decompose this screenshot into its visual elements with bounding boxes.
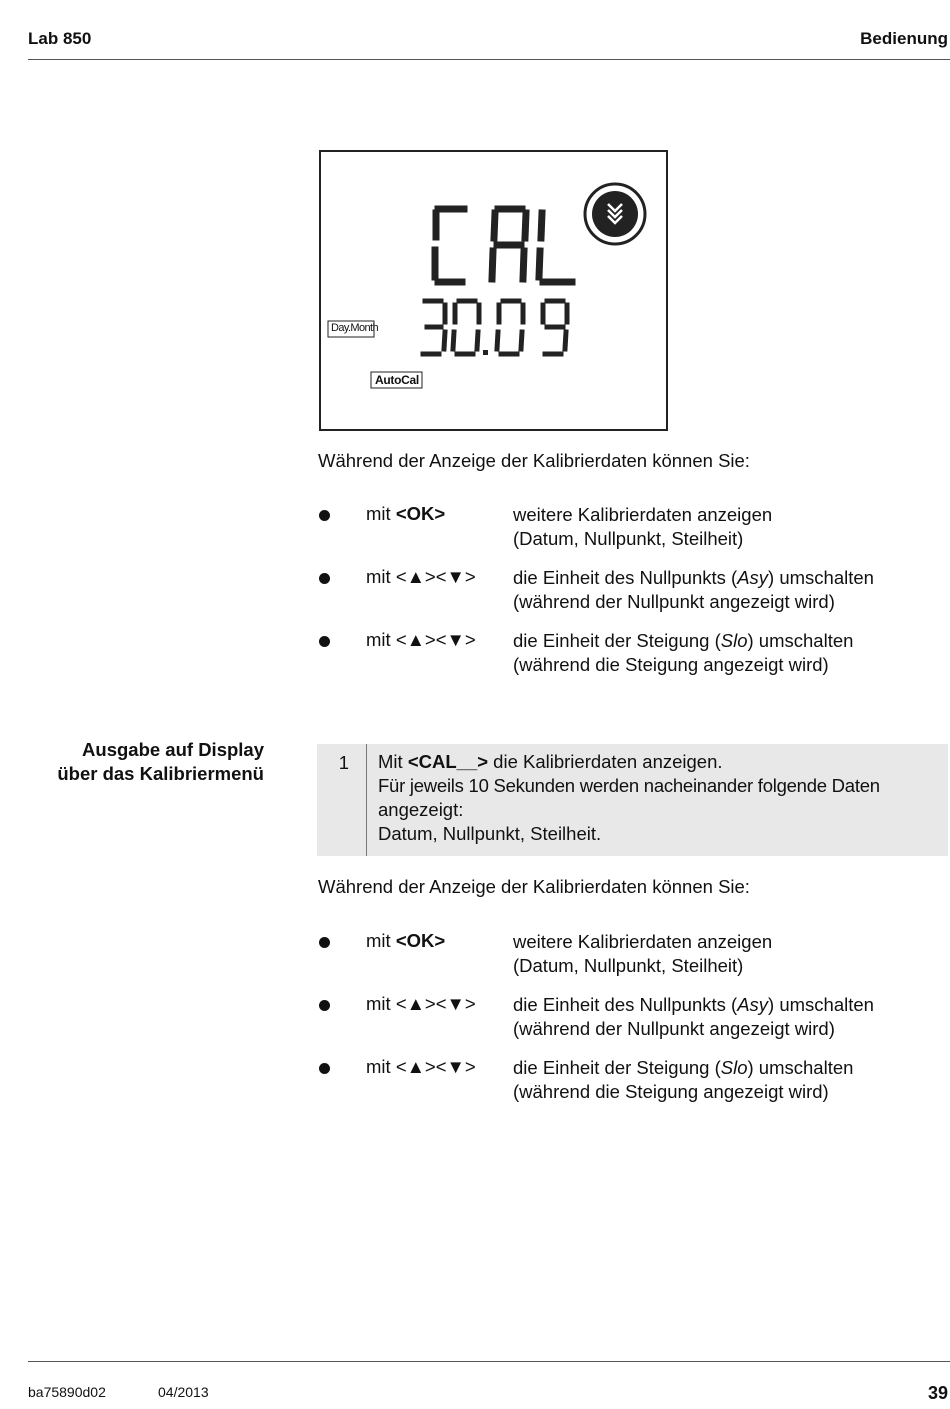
lcd-digit-9 [543,301,567,354]
list-item [318,503,948,553]
step-number: 1 [338,752,349,773]
key-label: mit <OK> [366,930,446,951]
bullet-icon [319,1000,330,1011]
section-title-line: über das Kalibriermenü [57,763,264,784]
key-label: mit <OK> [366,503,446,524]
lcd-char-a [492,209,526,279]
header-product-name: Lab 850 [28,29,92,48]
item-description: die Einheit der Steigung (Slo) umschalten (während die Steigung angezeigt wird) [513,1057,854,1102]
section-title [57,738,264,786]
instruction-step [317,744,948,856]
bullet-icon [319,937,330,948]
intro-text-2: Während der Anzeige der Kalibrierdaten können Sie: [318,876,750,897]
item-description: weitere Kalibrierdaten anzeigen (Datum, Nullpunkt, Steilheit) [513,931,773,976]
bullet-icon [319,1063,330,1074]
footer-date: 04/2013 [158,1384,209,1400]
double-chevron-down-icon [585,184,645,244]
page-number: 39 [927,1383,948,1403]
list-item [318,566,948,616]
list-item [318,1056,948,1106]
step-text: Mit <CAL__> die Kalibrierdaten anzeigen. Für jeweils 10 Sekunden werden nacheinander folgende Daten angezeigt: Datum, Nullpunkt, Steilheit. [378,751,880,844]
lcd-digit-0 [453,301,479,354]
section-title-line: Ausgabe auf Display [82,739,264,760]
footer-doc-id: ba75890d02 [28,1384,106,1400]
item-description: die Einheit des Nullpunkts (Asy) umschalten (während der Nullpunkt angezeigt wird) [513,567,874,612]
lcd-char-l [539,213,572,282]
item-description: weitere Kalibrierdaten anzeigen (Datum, Nullpunkt, Steilheit) [513,504,773,549]
lcd-decimal-point [483,350,488,355]
lcd-label-daymonth: Day.Month [331,322,378,334]
item-description: die Einheit des Nullpunkts (Asy) umschalten (während der Nullpunkt angezeigt wird) [513,994,874,1039]
list-item [318,629,948,679]
lcd-label-autocal: AutoCal [375,373,419,387]
header-divider [28,59,950,60]
lcd-digit-3 [423,301,445,354]
footer-divider [28,1361,950,1362]
key-label: mit <▲><▼> [366,566,476,587]
key-label: mit <▲><▼> [366,1056,476,1077]
list-item [318,930,948,980]
key-label: mit <▲><▼> [366,629,476,650]
step-number-cell [317,744,367,856]
header-chapter-title: Bedienung [860,29,948,48]
lcd-char-c [435,209,464,282]
lcd-segments [321,152,670,433]
lcd-display [319,150,668,431]
bullet-icon [319,510,330,521]
intro-text-1: Während der Anzeige der Kalibrierdaten können Sie: [318,450,750,471]
item-description: die Einheit der Steigung (Slo) umschalten (während die Steigung angezeigt wird) [513,630,854,675]
list-item [318,993,948,1043]
bullet-icon [319,573,330,584]
bullet-icon [319,636,330,647]
key-label: mit <▲><▼> [366,993,476,1014]
lcd-digit-0b [497,301,523,354]
